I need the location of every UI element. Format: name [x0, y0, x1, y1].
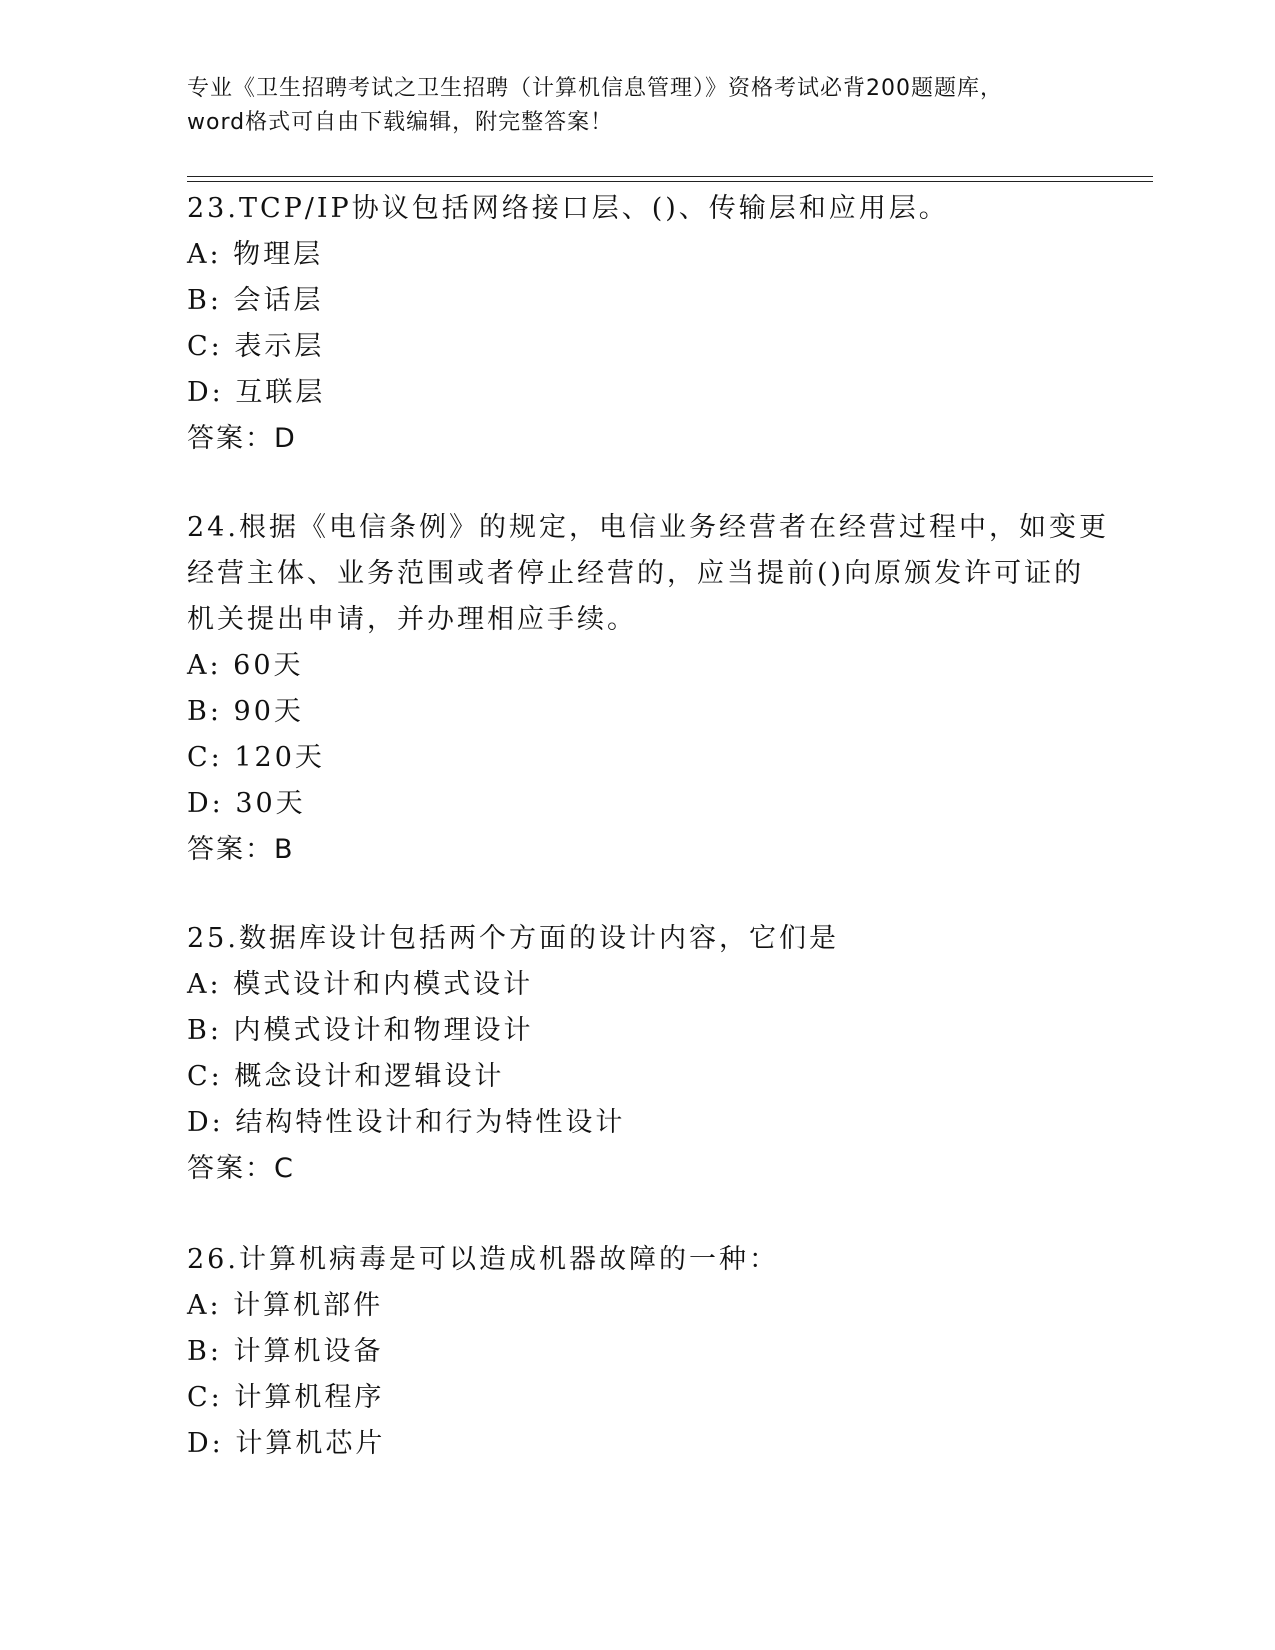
- option-d: D: 互联层: [187, 377, 326, 408]
- question-stem: 23.TCP/IP协议包括网络接口层、()、传输层和应用层。: [187, 193, 949, 224]
- question-stem: 26.计算机病毒是可以造成机器故障的一种：: [187, 1244, 779, 1275]
- header-line-1: 专业《卫生招聘考试之卫生招聘（计算机信息管理）》资格考试必背200题题库，: [187, 76, 1003, 101]
- option-d: D: 30天: [187, 788, 306, 819]
- option-c: C: 120天: [187, 742, 325, 773]
- question-stem-line-2: 经营主体、业务范围或者停止经营的，应当提前()向原颁发许可证的: [187, 558, 1085, 589]
- option-a: A: 60天: [187, 650, 304, 681]
- answer: 答案：D: [187, 423, 297, 454]
- answer: 答案：C: [187, 1153, 295, 1184]
- header-line-2: word格式可自由下载编辑，附完整答案！: [187, 110, 614, 135]
- question-24: [187, 505, 1109, 873]
- question-stem-line-1: 24.根据《电信条例》的规定，电信业务经营者在经营过程中，如变更: [187, 512, 1109, 543]
- option-c: C: 概念设计和逻辑设计: [187, 1061, 505, 1092]
- header-divider-top: [187, 176, 1153, 177]
- option-d: D: 结构特性设计和行为特性设计: [187, 1107, 626, 1138]
- option-b: B: 内模式设计和物理设计: [187, 1015, 534, 1046]
- document-header: [187, 72, 1087, 140]
- option-a: A: 物理层: [187, 239, 324, 270]
- question-stem: 25.数据库设计包括两个方面的设计内容，它们是: [187, 923, 839, 954]
- answer: 答案：B: [187, 834, 295, 865]
- option-c: C: 计算机程序: [187, 1382, 385, 1413]
- option-a: A: 模式设计和内模式设计: [187, 969, 534, 1000]
- question-26: [187, 1237, 1087, 1467]
- option-b: B: 会话层: [187, 285, 324, 316]
- header-divider-bottom: [187, 181, 1153, 182]
- option-c: C: 表示层: [187, 331, 325, 362]
- option-a: A: 计算机部件: [187, 1290, 384, 1321]
- option-d: D: 计算机芯片: [187, 1428, 386, 1459]
- question-25: [187, 916, 1087, 1192]
- option-b: B: 计算机设备: [187, 1336, 384, 1367]
- question-stem-line-3: 机关提出申请，并办理相应手续。: [187, 604, 637, 635]
- question-23: [187, 186, 1087, 462]
- option-b: B: 90天: [187, 696, 304, 727]
